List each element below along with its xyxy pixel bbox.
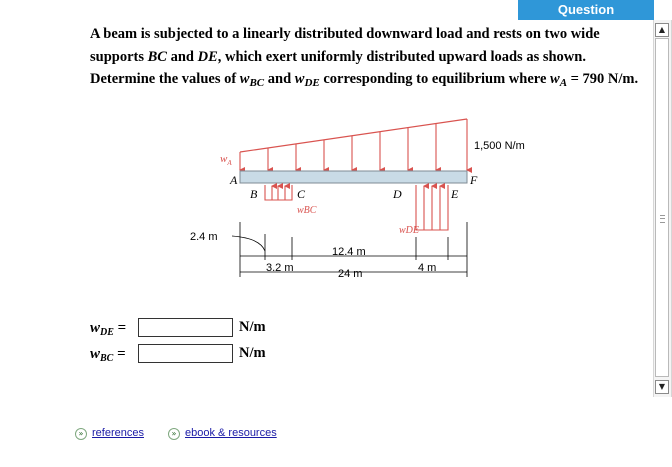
wbc-label: wBC — [297, 205, 317, 216]
support-de — [416, 185, 448, 230]
dim-2-4: 2.4 m — [190, 231, 218, 243]
expand-chevron-icon[interactable]: » — [168, 428, 180, 440]
wa-label: $w_A$ — [220, 153, 232, 167]
scroll-up-arrow-icon[interactable]: ▲ — [655, 23, 669, 37]
scroll-down-arrow-icon[interactable]: ▼ — [655, 380, 669, 394]
beam-figure — [180, 112, 540, 292]
wde-answer-label: $w_{DE}$ = — [90, 320, 127, 338]
wbc-answer-label: $w_{BC}$ = — [90, 346, 126, 364]
wde-input[interactable] — [138, 318, 233, 337]
expand-chevron-icon[interactable]: » — [75, 428, 87, 440]
problem-statement: A beam is subjected to a linearly distributed downward load and rests on two wide supports BC and DE, which exert uniformly distributed upward loads as shown. Determine the values of $w_{BC}$ and $w_{DE}$ corresponding to equilibrium where $w_A = 790$ N/m. — [90, 26, 639, 89]
downward-load-arrows — [240, 119, 467, 170]
ebook-resources-link[interactable]: ebook & resources — [185, 427, 277, 439]
wde-unit: N/m — [239, 319, 266, 335]
question-tab[interactable]: Question — [518, 0, 654, 20]
distributed-load-line — [240, 119, 467, 152]
dim-3-2: 3.2 m — [266, 262, 294, 274]
point-f: F — [470, 173, 478, 187]
point-e: E — [451, 187, 459, 201]
wbc-input[interactable] — [138, 344, 233, 363]
point-d: D — [393, 187, 402, 201]
scroll-thumb[interactable] — [655, 38, 669, 377]
grip-icon — [660, 215, 665, 223]
beam — [240, 171, 467, 183]
point-b: B — [250, 187, 258, 201]
vertical-scrollbar[interactable] — [653, 20, 672, 397]
dim-12-4: 12.4 m — [332, 246, 366, 258]
wde-label: wDE — [399, 225, 419, 236]
point-c: C — [297, 187, 306, 201]
point-a: A — [230, 173, 238, 187]
wbc-unit: N/m — [239, 345, 266, 361]
load-magnitude-label: 1,500 N/m — [474, 140, 525, 152]
references-link[interactable]: references — [92, 427, 144, 439]
dim-24: 24 m — [338, 268, 363, 280]
support-bc — [265, 185, 292, 200]
dim-4: 4 m — [418, 262, 437, 274]
